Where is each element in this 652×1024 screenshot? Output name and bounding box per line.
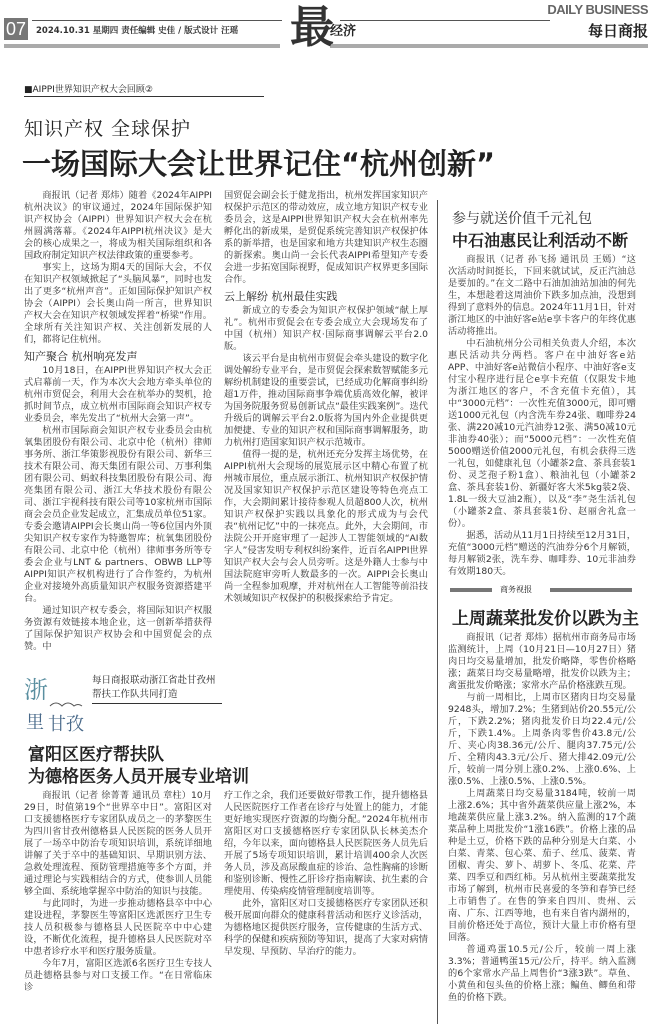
paragraph: 新成立的专委会为知识产权保护领域“献上厚礼”。杭州市贸促会在专委会成立大会现场发布了中国（杭州）知识产权·国际商事调解云平台2.0版。 xyxy=(224,305,428,352)
paragraph: 与前一周相比，上周市区猪肉日均交易量9248头，增加7.2%；生猪到站价20.55元/公斤，下跌2.2%；猪肉批发价日均22.4元/公斤，下跌1.4%。上周条肉零售价43.8元/公斤、夹心肉38.36元/公斤、腿肉37.75元/公斤、全精肉43.3元/公斤、猪大排42.09元/公斤，较前一周分别上涨0.2%、上涨0.6%、上涨0.5%、上涨0.5%、上涨0.5%。 xyxy=(448,692,636,787)
oil-subhead: 参与就送价值千元礼包 xyxy=(452,211,592,227)
paragraph: 今年7月，富阳区选派6名医疗卫生专技人员赴德格县参与对口支援工作。“在日常临床诊 xyxy=(24,958,212,993)
paragraph: 10月18日，在AIPPI世界知识产权大会正式启幕前一天，作为本次大会地方牵头单位的杭州市贸促会，利用大会在杭举办的契机，抢抓时间节点，成立杭州市国际商会知识产权专业委员会，率先发出了“杭州大会第一声”。 xyxy=(24,365,212,424)
medical-column-2 xyxy=(224,790,428,1022)
oil-body xyxy=(448,254,636,580)
paragraph: 该云平台是由杭州市贸促会牵头建设的数字化调处解纷专业平台，是市贸促会探索数智赋能多元解纷机制建设的重要尝试，已经成功化解商事纠纷超1万件，推动国际商事争端优质高效化解，被评为国务院服务贸易创新试点“最佳实践案例”。迭代升级后的调解云平台2.0版将为国内外企业提供更加便捷、专业的知识产权和国际商事调解服务，助力杭州打造国家知识产权示范城市。 xyxy=(224,353,428,448)
section-glyph: 最 xyxy=(290,2,334,53)
brand-chinese: 每日商报 xyxy=(587,22,648,40)
paragraph: 商报讯（记者 徐菁菁 通讯员 章柱）10月29日，时值第19个“世界卒中日”。富阳区对口支援德格医疗专家团队成员之一的茅黎医生为四川省甘孜州德格县人民医院的医务人员开展了一场卒中防治专项知识培训，系统详细地讲解了关于卒中的基础知识、早期识别方法、急救处理流程、预防管理措施等多个方面，并通过理论与实践相结合的方式，使参训人员能够全面、系统地掌握卒中防治的知识与技能。 xyxy=(24,790,212,897)
paragraph: 通过知识产权专委会，将国际知识产权服务资源有效链接本地企业，这一创新举措获得了国际保护知识产权协会和中国贸促会的点赞。中 xyxy=(24,605,212,652)
medical-headline-2: 为德格医务人员开展专业培训 xyxy=(28,767,249,787)
paragraph: 值得一提的是，杭州还充分发挥主场优势，在AIPPI杭州大会现场的展览展示区中精心布置了杭州城市展位，重点展示浙江、杭州知识产权保护情况及国家知识产权保护示范区建设等特色亮点工作，大会期间累计接待参观人员超800人次，杭州知识产权保护实践以具象化的形式成为与会代表“杭州记忆”中的一抹亮点。此外，大会期间，市法院公开开庭审理了一起涉人工智能领域的“AI数字人”侵害发明专利权纠纷案件，近百名AIPPI世界知识产权大会与会人员旁听。这是外籍人士参与中国法院庭审旁听人数最多的一次。AIPPI会长奥山尚一全程参加观摩，并对杭州在人工智能等前沿技术领域知识产权保护的积极探索给予肯定。 xyxy=(224,449,428,604)
column-tag-bar xyxy=(450,585,632,595)
series-tag: ■AIPPI世界知识产权大会回顾② xyxy=(24,82,264,97)
paragraph: 据悉，活动从11月1日持续至12月31日，充值“3000元档”赠送的汽油券分6个月解锁，每月解锁2张，洗车券、咖啡券、10元非油券有效期180天。 xyxy=(448,530,636,577)
masthead-bar xyxy=(4,44,280,48)
lead-subhead: 知识产权 全球保护 xyxy=(24,118,192,140)
page-number: 07 xyxy=(5,19,27,39)
section-name: 经济 xyxy=(330,24,357,39)
paragraph: 普通鸡蛋10.5元/公斤，较前一周上涨3.3%；普通鸭蛋15元/公斤，持平。纳入监测的6个家常水产品上周售价“3涨3跌”。草鱼、小黄鱼和包头鱼的价格上涨；鳊鱼、鲫鱼和带鱼的价格下跌。 xyxy=(448,944,636,1003)
svg-text:浙: 浙 xyxy=(24,676,48,704)
column-tag: 商务视报 xyxy=(496,584,536,595)
promo-text: 每日商报联动浙江省赴甘孜州帮扶工作队共同打造 xyxy=(92,674,222,704)
paragraph: 上周蔬菜日均交易量3184吨，较前一周上涨2.6%；其中省外蔬菜供应量上涨2%，本地蔬菜供应量上涨3.2%。纳入监测的17个蔬菜品种上周批发价“1涨16跌”。价格上涨的品种是土豆，价格下跌的品种分别是大白菜、小白菜、青菜、包心菜、茄子、丝瓜、菠菜、青团椒、青尖、萝卜、胡萝卜、冬瓜、花菜、芹菜、四季豆和西红柿。另从杭州主要蔬菜批发市场了解到，杭州市民喜爱的冬笋和春笋已经上市销售了。在售的笋来自四川、贵州、云南、广东、江西等地，也有来自省内湖州的，目前价格还处于高位，预计大量上市价格有望回落。 xyxy=(448,788,636,943)
paragraph: 杭州市国际商会知识产权专业委员会由杭氧集团股份有限公司、北京中伦（杭州）律师事务所、浙江华策影视股份有限公司、新华三技术有限公司、海天集团有限公司、万事利集团有限公司、蚂蚁科技集团股份有限公司、海亮集团有限公司、浙江大华技术股份有限公司、浙江宇视科技有限公司等10家杭州市国际商会会员企业发起成立，汇集成员单位51家。专委会邀请AIPPI会长奥山尚一等6位国内外顶尖知识产权专家作为特邀智库；杭氧集团股份有限公司、北京中伦（杭州）律师事务所等专委会企业与LNT & partners、OBWB LLP等AIPPI知识产权机构进行了合作签约，为杭州企业对接境外高质量知识产权服务资源搭建平台。 xyxy=(24,425,212,604)
veg-headline: 上周蔬菜批发价以跌为主 xyxy=(452,609,639,629)
paragraph: 与此同时，为进一步推动德格县卒中中心建设进程，茅黎医生等富阳区选派医疗卫生专技人员积极参与德格县人民医院卒中中心建设，不断优化流程，提升德格县人民医院对卒中患者诊疗水平和医疗服务质量。 xyxy=(24,898,212,957)
paragraph: 国贸促会副会长于健龙指出，杭州发挥国家知识产权保护示范区的带动效应，成立地方知识产权专业委员会，这是AIPPI世界知识产权大会在杭州率先孵化出的新成果，是贸促系统完善知识产权保护体系的新举措，也是国家和地方共建知识产权生态圈的新探索。奥山尚一会长代表AIPPI希望知产专委会进一步拓宽国际视野，促成知识产权界更多国际合作。 xyxy=(224,190,428,285)
lead-column-2 xyxy=(224,190,428,668)
paragraph: 此外，富阳区对口支援德格医疗专家团队还积极开展面向群众的健康科普活动和医疗义诊活动，为德格地区提供医疗服务，宣传健康的生活方式、科学的保健和疾病预防等知识，提高了大家对病情早发现、早预防、早治疗的能力。 xyxy=(224,898,428,957)
dateline: 2024.10.31 星期四 责任编辑 史佳 / 版式设计 汪瑶 xyxy=(36,26,239,36)
paragraph: 商报讯（记者 郑炜）随着《2024年AIPPI杭州决议》的审议通过，2024年国际保护知识产权协会（AIPPI）世界知识产权大会在杭州圆满落幕。《2024年AIPPI杭州决议》是大会的核心成果之一，将成为相关国际组织和各国政府制定知识产权法律政策的重要参考。 xyxy=(24,190,212,261)
lead-headline: 一场国际大会让世界记住“杭州创新” xyxy=(22,147,496,181)
brand-english: DAILY BUSINESS xyxy=(547,2,648,17)
paragraph: 商报讯（记者 孙飞扬 通讯员 王嫣）“这次活动时间挺长，下回来就试试，反正汽油总是要加的。”在文二路中石油加油站加油的何先生，本想趁着这周油价下跌多加点油，没想到得到了意料外的信息。2024年11月1日，针对浙江地区的中油好客e站e享卡客户的年终优惠活动将推出。 xyxy=(448,254,636,337)
paragraph: 中石油杭州分公司相关负责人介绍，本次惠民活动共分两档。客户在中油好客e站APP、中油好客e站微信小程序、中油好客e支付宝小程序进行昆仑e享卡充值（仅限发卡地为浙江地区的客户，不含充值卡充值），其中“3000元档”：一次性充值3000元，即可赠送1000元礼包（内含洗车券24张、咖啡券24张、满220减10元汽油券12张、满50减10元非油券40张）；而“5000元档”：一次性充值5000赠送价值2000元礼包，有机会获得三选一礼包，如健康礼包（小罐茶2盒、茶具套装1份、灵芝孢子粉1盒）、粮油礼包（小罐茶2盒、茶具套装1份、新疆好客大米5kg装2袋、1.8L一级大豆油2瓶），以及“李”尧生活礼包（小罐茶2盒、茶具套装1份、赵丽舍礼盒一份）。 xyxy=(448,338,636,529)
masthead-rule xyxy=(340,20,550,21)
paragraph: 商报讯（记者 郑炜）据杭州市商务局市场监测统计，上周（10月21日—10月27日）猪肉日均交易量增加，批发价略降，零售价格略涨；蔬菜日均交易量略增，批发价以跌为主；禽蛋批发价略涨；家常水产品价格涨跌互现。 xyxy=(448,632,636,691)
medical-column-1 xyxy=(24,790,212,1022)
paragraph: 疗工作之余，我们还要做好带教工作，提升德格县人民医院医疗工作者在诊疗与处置上的能力，才能更好地实现医疗资源的均衡分配。”2024年杭州市富阳区对口支援德格医疗专家团队队长林美杰介绍，今年以来，面向德格县人民医院医务人员先后开展了5场专项知识培训，累计培训400余人次医务人员，涉及高尿酸血症的诊治、急性胸痛的诊断和鉴别诊断、慢性乙肝诊疗指南解读、抗生素的合理使用、传染病疫情管理制度培训等。 xyxy=(224,790,428,897)
medical-headline-1: 富阳区医疗帮扶队 xyxy=(28,745,164,765)
svg-text:甘孜: 甘孜 xyxy=(48,714,84,735)
lead-column-1 xyxy=(24,190,212,668)
svg-text:里: 里 xyxy=(26,712,44,733)
veg-body xyxy=(448,632,636,1020)
masthead-rule xyxy=(32,20,282,21)
paragraph: 事实上，这场为期4天的国际大会，不仅在知识产权领域掀起了“头脑风暴”，同时也发出了更多“杭州声音”。正如国际保护知识产权协会（AIPPI）会长奥山尚一所言，世界知识产权大会在知识产权领域发挥着“桥梁”作用。全球所有关注知识产权、关注创新发展的人们，都将记住杭州。 xyxy=(24,262,212,345)
column-divider xyxy=(437,200,438,1024)
masthead-bar xyxy=(330,44,648,48)
oil-headline: 中石油惠民让利活动不断 xyxy=(452,231,629,250)
zheli-ganzi-logo xyxy=(22,672,92,736)
section-heading: 知产聚合 杭州响亮发声 xyxy=(24,350,138,363)
section-heading: 云上解纷 杭州最佳实践 xyxy=(224,290,338,303)
